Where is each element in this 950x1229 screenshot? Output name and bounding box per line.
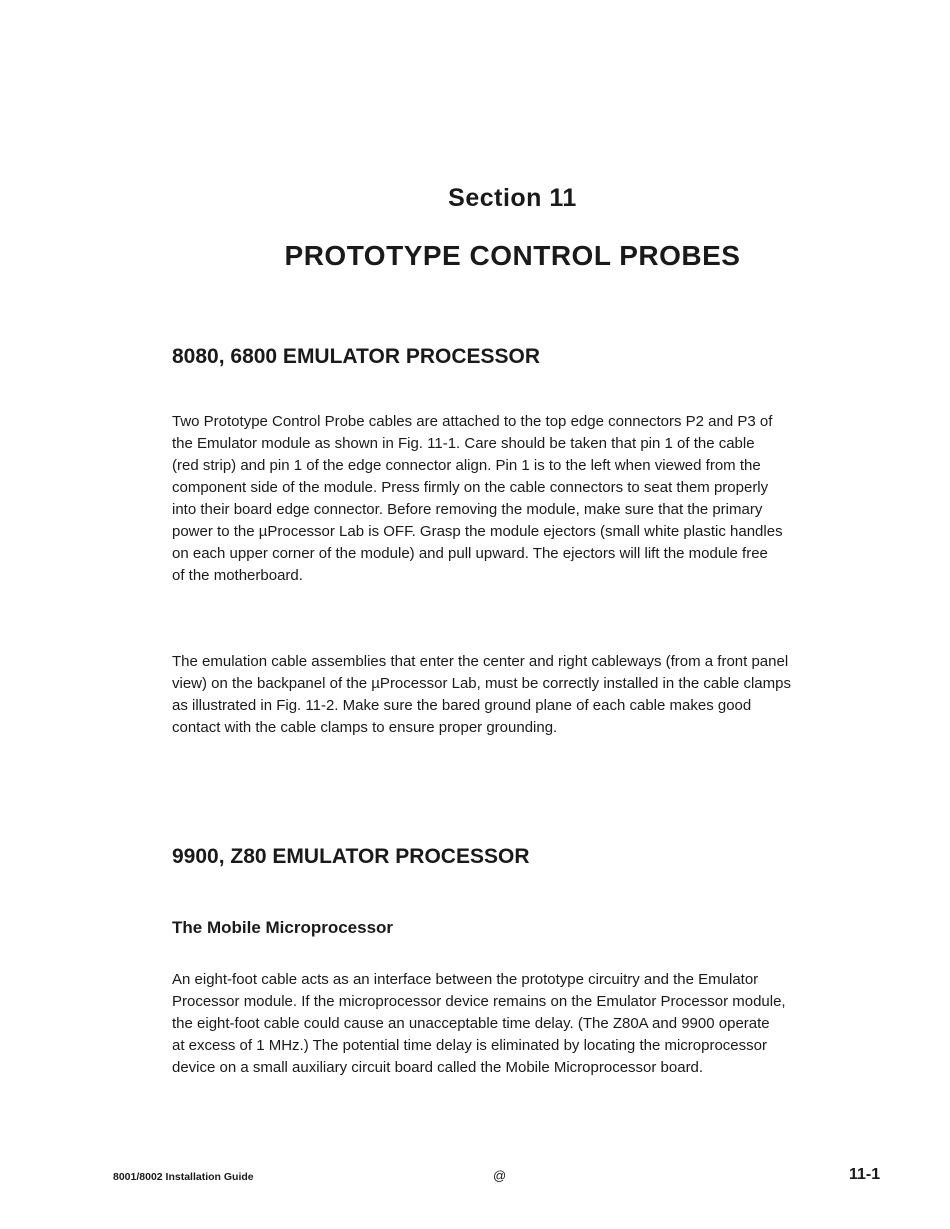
text-line: on each upper corner of the module) and pull upward. The ejectors will lift the module free <box>172 545 768 562</box>
section-title: PROTOTYPE CONTROL PROBES <box>284 240 741 271</box>
text-line: (red strip) and pin 1 of the edge connector align. Pin 1 is to the left when viewed from the <box>172 457 761 474</box>
text-line: Processor module. If the microprocessor device remains on the Emulator Processor module, <box>172 993 786 1010</box>
section-heading-8080-6800: 8080, 6800 EMULATOR PROCESSOR <box>172 345 541 368</box>
text-line: as illustrated in Fig. 11-2. Make sure the bared ground plane of each cable makes good <box>172 697 752 714</box>
text-line: Two Prototype Control Probe cables are attached to the top edge connectors P2 and P3 of <box>172 413 773 430</box>
paragraph-emulation-cables <box>172 651 852 739</box>
text-line: view) on the backpanel of the µProcessor Lab, must be correctly installed in the cable clamps <box>172 675 791 692</box>
text-line: into their board edge connector. Before removing the module, make sure that the primary <box>172 501 763 518</box>
footer-document-title: 8001/8002 Installation Guide <box>113 1171 254 1183</box>
text-line: component side of the module. Press firmly on the cable connectors to seat them properly <box>172 479 769 496</box>
text-line: device on a small auxiliary circuit board called the Mobile Microprocessor board. <box>172 1059 704 1076</box>
section-heading-9900-z80: 9900, Z80 EMULATOR PROCESSOR <box>172 845 530 868</box>
subheading-mobile-microprocessor: The Mobile Microprocessor <box>172 918 394 937</box>
footer-page-number: 11-1 <box>849 1166 881 1183</box>
text-line: the Emulator module as shown in Fig. 11-1. Care should be taken that pin 1 of the cable <box>172 435 755 452</box>
footer-copyright-mark: @ <box>493 1168 507 1183</box>
text-line: An eight-foot cable acts as an interface between the prototype circuitry and the Emulator <box>172 971 759 988</box>
paragraph-probe-cables <box>172 411 852 587</box>
text-line: the eight-foot cable could cause an unacceptable time delay. (The Z80A and 9900 operate <box>172 1015 770 1032</box>
text-line: The emulation cable assemblies that enter the center and right cableways (from a front panel <box>172 653 789 670</box>
paragraph-mobile-microprocessor <box>172 969 852 1079</box>
text-line: at excess of 1 MHz.) The potential time delay is eliminated by locating the microprocessor <box>172 1037 767 1054</box>
text-line: of the motherboard. <box>172 567 303 584</box>
text-line: contact with the cable clamps to ensure proper grounding. <box>172 719 558 736</box>
text-line: power to the µProcessor Lab is OFF. Grasp the module ejectors (small white plastic handles <box>172 523 783 540</box>
section-number: Section 11 <box>448 184 577 212</box>
